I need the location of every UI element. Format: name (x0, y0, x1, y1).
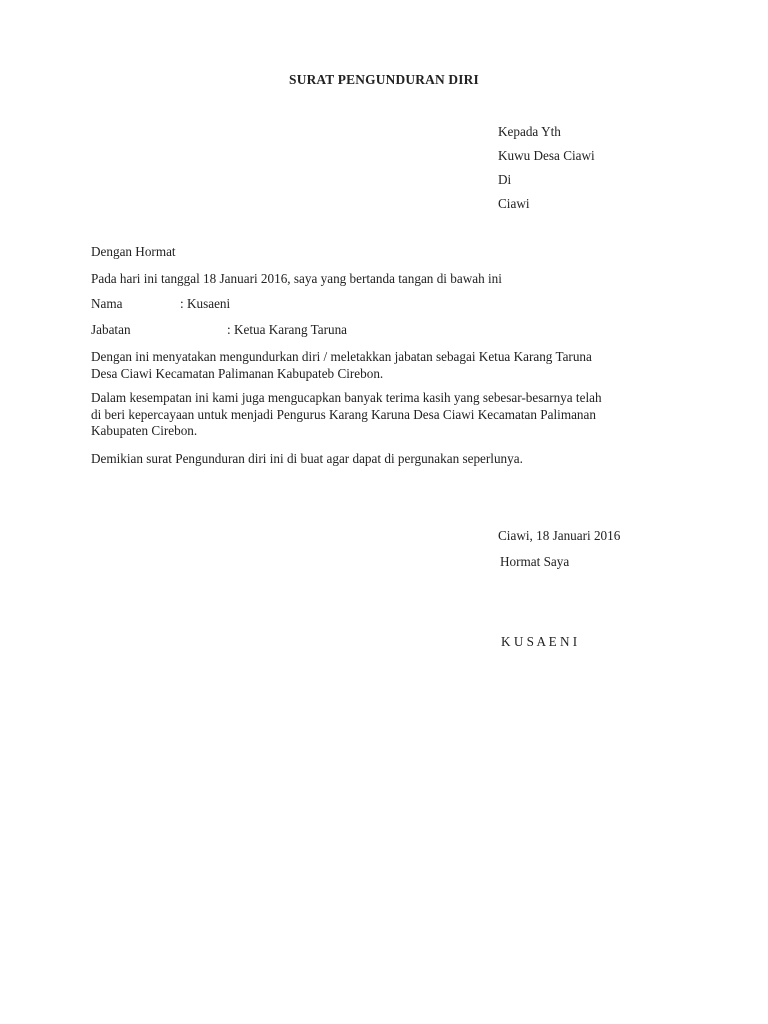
position-label: Jabatan (91, 322, 131, 337)
thanks-line-1: Dalam kesempatan ini kami juga mengucapkan banyak terima kasih yang sebesar-besarnya telah (91, 390, 602, 405)
resignation-paragraph (91, 349, 691, 382)
signer-name: K U S A E N I (501, 634, 578, 649)
greeting: Dengan Hormat (91, 244, 176, 259)
recipient-line-1: Kepada Yth (498, 124, 561, 139)
intro-text: Pada hari ini tanggal 18 Januari 2016, saya yang bertanda tangan di bawah ini (91, 271, 502, 286)
resignation-line-2: Desa Ciawi Kecamatan Palimanan Kabupateb Cirebon. (91, 365, 384, 381)
recipient-line-3: Di (498, 172, 512, 187)
thanks-paragraph (91, 390, 691, 440)
closing-paragraph: Demikian surat Pengunduran diri ini di buat agar dapat di pergunakan seperlunya. (91, 451, 523, 466)
thanks-line-2: di beri kepercayaan untuk menjadi Pengurus Karang Karuna Desa Ciawi Kecamatan Palimanan (91, 406, 596, 422)
letter-title: SURAT PENGUNDURAN DIRI (289, 72, 479, 87)
position-value: : Ketua Karang Taruna (227, 322, 348, 337)
resignation-line-1: Dengan ini menyatakan mengundurkan diri / meletakkan jabatan sebagai Ketua Karang Taruna (91, 349, 592, 364)
name-value: : Kusaeni (180, 296, 231, 311)
thanks-line-3: Kabupaten Cirebon. (91, 423, 198, 438)
recipient-line-2: Kuwu Desa Ciawi (498, 148, 595, 163)
name-label: Nama (91, 296, 123, 311)
signature-place-date: Ciawi, 18 Januari 2016 (498, 528, 621, 543)
recipient-line-4: Ciawi (498, 196, 530, 211)
signature-salutation: Hormat Saya (500, 554, 570, 569)
